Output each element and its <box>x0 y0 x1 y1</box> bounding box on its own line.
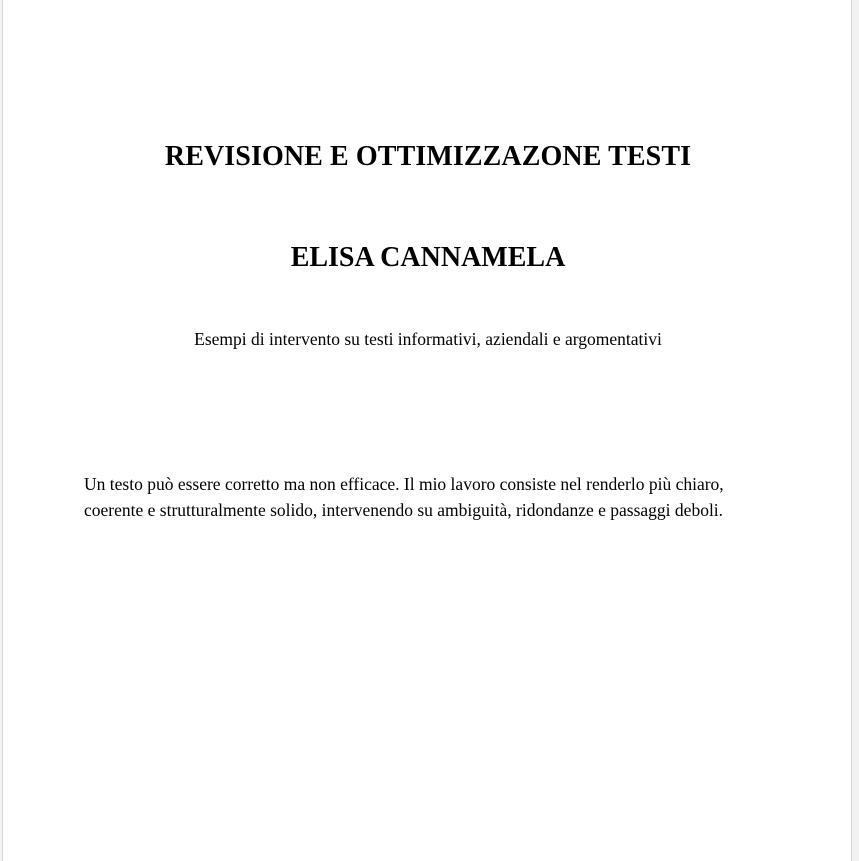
author-name: ELISA CANNAMELA <box>290 242 566 273</box>
body-paragraph: Un testo può essere corretto ma non efficace. Il mio lavoro consiste nel renderlo più chiaro, coerente e strutturalmente solido, intervenendo su ambiguità, ridondanze e passaggi deboli. <box>84 474 724 520</box>
document-title: REVISIONE E OTTIMIZZAZONE TESTI <box>164 141 692 172</box>
document-subtitle: Esempi di intervento su testi informativi, aziendali e argomentativi <box>194 329 662 349</box>
document-page <box>2 0 852 861</box>
